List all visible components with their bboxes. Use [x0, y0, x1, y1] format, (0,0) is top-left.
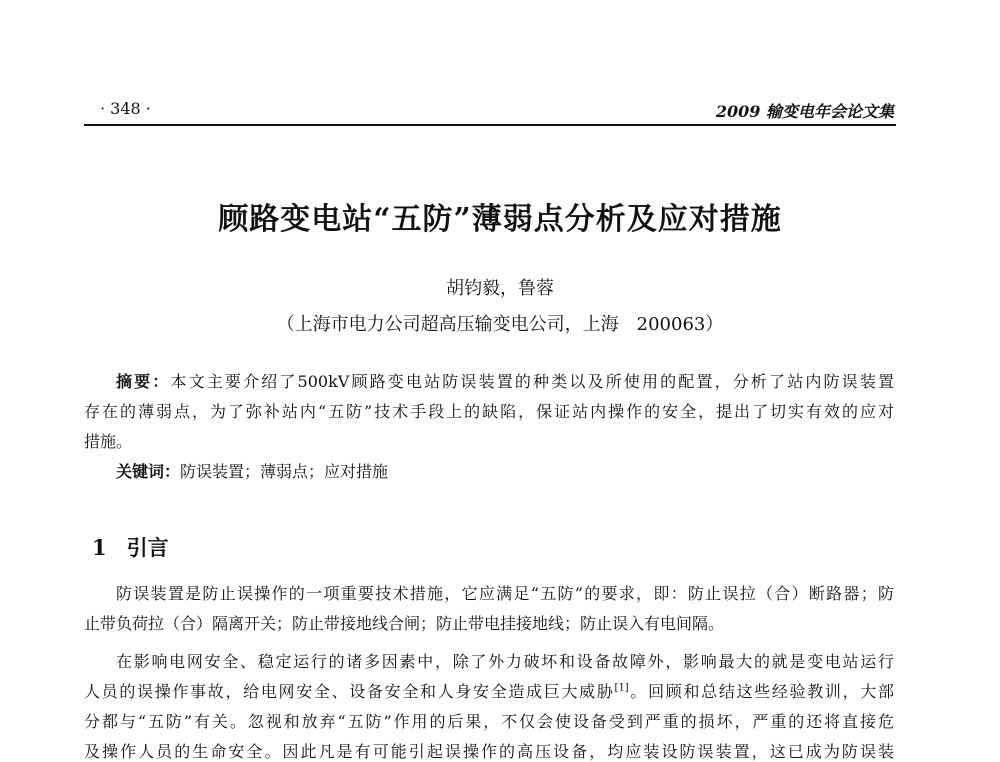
abstract-label: 摘要：	[116, 372, 171, 391]
body-line: 防误装置是防止误操作的一项重要技术措施，它应满足“五防”的要求，即：防止误拉（合）断路器；防	[116, 584, 894, 603]
body-line: 分都与“五防”有关。忽视和放弃“五防”作用的后果，不仅会使设备受到严重的损坏，严重的还将直接危	[84, 712, 894, 731]
abstract-line: 摘要：本文主要介绍了500kV顾路变电站防误装置的种类以及所使用的配置，分析了站内防误装置	[116, 372, 894, 391]
section-heading: 1 引言	[92, 535, 169, 560]
body-line: 人员的误操作事故，给电网安全、设备安全和人身安全造成巨大威胁[1]。回顾和总结这些经验教训，大部	[84, 682, 894, 701]
header-rule	[84, 124, 896, 126]
paper-title: 顾路变电站“五防”薄弱点分析及应对措施	[218, 202, 782, 237]
keywords-label: 关键词：	[116, 462, 181, 481]
journal-name: 2009 输变电年会论文集	[715, 102, 894, 121]
authors: 胡钧毅，鲁蓉	[446, 278, 554, 299]
affiliation: （上海市电力公司超高压输变电公司，上海 200063）	[276, 314, 724, 335]
abstract-line: 存在的薄弱点，为了弥补站内“五防”技术手段上的缺陷，保证站内操作的安全，提出了切实有效的应对	[84, 402, 894, 421]
body-line: 止带负荷拉（合）隔离开关；防止带接地线合闸；防止带电挂接地线；防止误入有电间隔。	[84, 614, 725, 633]
body-line: 及操作人员的生命安全。因此凡是有可能引起误操作的高压设备，均应装设防误装置，这已成为防误装	[84, 742, 894, 761]
citation: [1]	[614, 682, 629, 694]
body-line: 在影响电网安全、稳定运行的诸多因素中，除了外力破坏和设备故障外，影响最大的就是变电站运行	[116, 652, 894, 671]
abstract-line: 措施。	[84, 432, 133, 451]
keywords: 关键词：防误装置；薄弱点；应对措施	[116, 462, 389, 481]
page-number: · 348 ·	[100, 99, 151, 118]
